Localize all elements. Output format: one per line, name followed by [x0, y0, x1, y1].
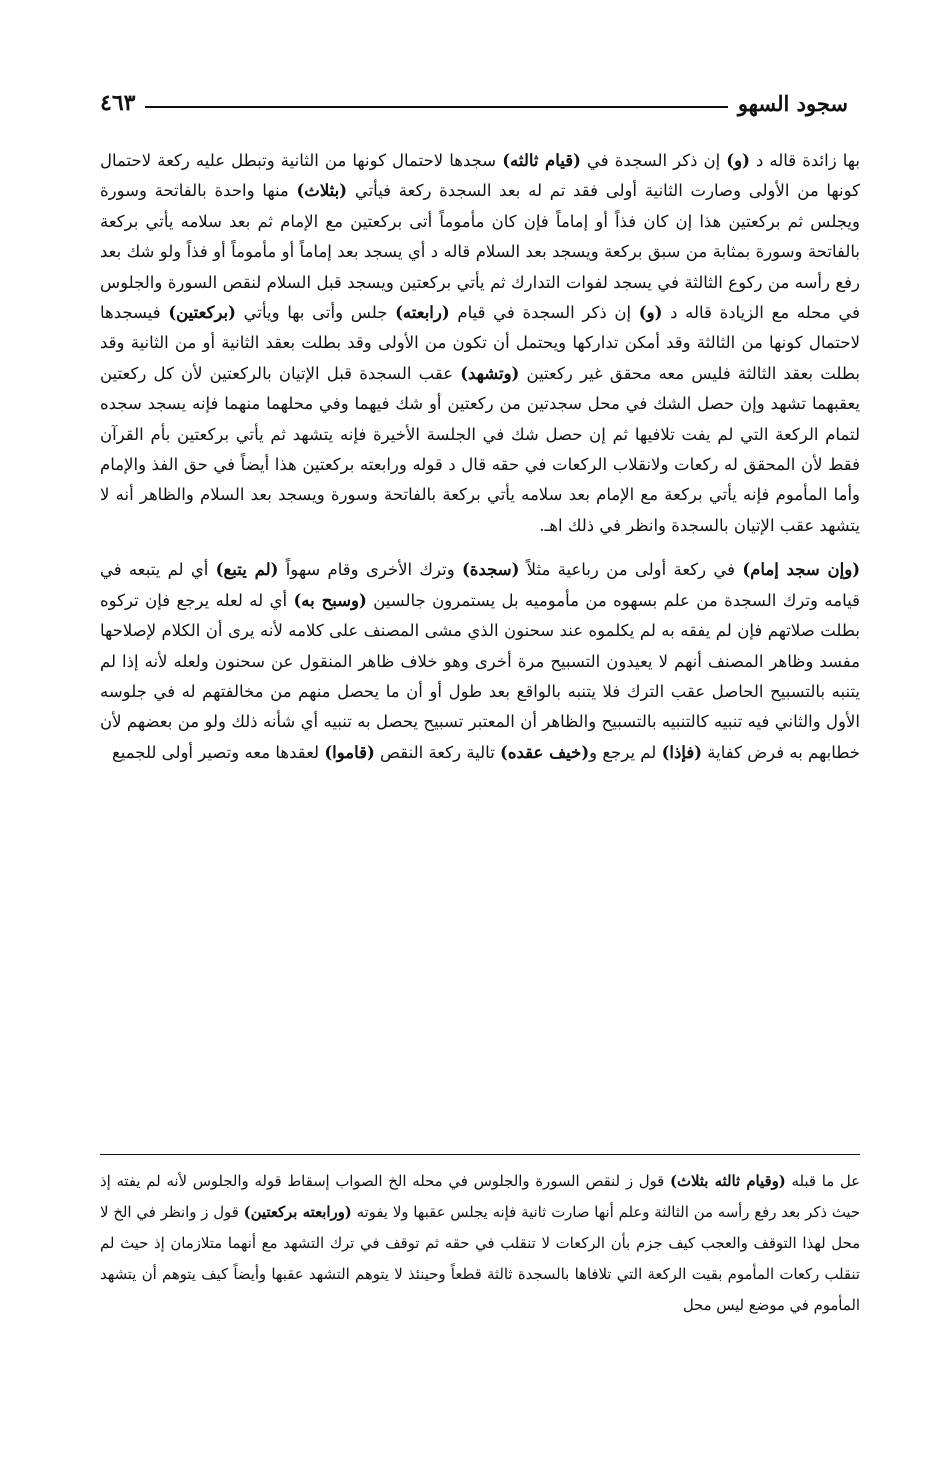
- text-run: إن ذكر السجدة في: [580, 151, 727, 170]
- bold-term: (ورابعته بركعتين): [243, 1204, 352, 1221]
- paragraph-1: [100, 146, 860, 541]
- text-run: لعقدها معه وتصير أولى للجميع: [112, 742, 325, 762]
- bold-term: (وسبح به): [293, 590, 367, 610]
- text-run: وترك الأخرى وقام سهواً: [278, 560, 462, 580]
- bold-term: (فإذا): [661, 742, 703, 762]
- text-run: جلس وأتى بها ويأتي: [235, 303, 396, 323]
- footnote: [100, 1166, 860, 1321]
- bold-term: (وإن سجد إمام): [742, 560, 861, 580]
- text-run: إن ذكر السجدة في قيام: [449, 303, 639, 323]
- main-text: [100, 146, 860, 768]
- bold-term: (رابعته): [395, 303, 450, 323]
- running-header: [100, 82, 848, 116]
- bold-term: (و): [638, 303, 663, 323]
- text-run: أي له لعله يرجع فإن تركوه بطلت صلاتهم فإن لم يفقه به لم يكلموه عند سحنون الذي مشى المصنف على كلامه لأنه يرى أن الكلام لإصلاحها مفسد وظاهر المصنف أنهم لا يعيدون التسبيح مرة أخرى وهو خلاف ظاهر المنقول عن سحنون ولعله لأنه إذا لم يتنبه بالتسبيح الحاصل عقب الترك فلا يتنبه بالواقع بعد طول أو أن ما يحصل منهم من مخالفتهم له في جلوسه الأول والثاني فيه تنبيه كالتنبيه بالتسبيح والظاهر أن المعتبر تسبيح يحصل به تنبيه أي شأنه ذلك ولو من بعضهم لأن خطابهم به فرض كفاية: [100, 590, 860, 762]
- text-run: في ركعة أولى من رباعية مثلاً: [519, 560, 743, 580]
- chapter-title: سجود السهو: [737, 91, 848, 116]
- bold-term: (وقيام ثالثه بثلاث): [670, 1173, 786, 1190]
- bold-term: (قيام ثالثه): [502, 151, 581, 170]
- header-rule: [145, 106, 727, 108]
- text-run: منها واحدة بالفاتحة وسورة ويجلس ثم بركعتين هذا إن كان فذاً أو إماماً فإن كان مأموماً أتى بركعتين مع الإمام ثم بعد سلامه يأتي بركعة بالفاتحة وسورة بمثابة من سبق بركعة ويسجد بعد السلام قاله د أي يسجد بعد إماماً أو مأموماً أو فذاً ولو شك بعد رفع رأسه من ركوع الثالثة في يسجد لفوات التدارك ثم يأتي بركعتين ويسجد قبل السلام لنقص السورة والجلوس في محله مع الزيادة قاله د: [100, 181, 860, 323]
- text-run: عقب السجدة قبل الإتيان بالركعتين لأن كل ركعتين يعقبهما تشهد وإن حصل الشك في محل سجدتين من ركعتين أو شك فيهما وفي محلهما منهما فإنه يسجد سجده لتمام الركعة التي لم يفت تلافيها ثم إن حصل شك في الجلسة الأخيرة فإنه يتشهد ثم يأتي بركعتين بأم القرآن فقط لأن المحقق له ركعات ولانقلاب الركعات في حقه قال د قوله ورابعته بركعتين هذا أيضاً في حق الفذ والإمام وأما المأموم فإنه يأتي بركعة مع الإمام بعد سلامه يأتي بركعة بالفاتحة وسورة ويسجد بعد السلام والظاهر أنه لا يتشهد عقب الإتيان بالسجدة وانظر في ذلك اهـ.: [100, 363, 860, 535]
- text-run: فيسجدها لاحتمال كونها من الثالثة وقد أمكن تداركها ويحتمل أن تكون من الأولى وقد بطلت بعقد الثانية أو من الثانية وقد بطلت بعقد الثالثة فليس معه محقق غير ركعتين: [100, 303, 860, 383]
- bold-term: (سجدة): [461, 560, 520, 580]
- bold-term: (لم يتبع): [215, 560, 279, 580]
- text-run: سجدها لاحتمال كونها من الثانية وتبطل عليه ركعة لاحتمال كونها من الأولى وصارت الثانية أولى فقد تم له بعد السجدة ركعة فيأتي: [100, 151, 860, 201]
- text-run: قول ز وانظر في الخ لا محل لهذا التوقف والعجب كيف جزم بأن الركعات لا تنقلب في حقه ثم توقف في ترك التشهد مع أنهما متلازمان إذ حيث لم تنقلب ركعات المأموم بقيت الركعة التي تلافاها بالسجدة ثالثة قطعاً وحينئذ لا يتوهم التشهد عقبها وأيضاً كيف يتوهم أن يتشهد المأموم في موضع ليس محل: [100, 1204, 860, 1314]
- bold-term: (قاموا): [324, 742, 375, 762]
- bold-term: (وتشهد): [460, 363, 520, 383]
- footnote-separator: [100, 1154, 860, 1155]
- bold-term: (بركعتين): [168, 303, 236, 323]
- text-run: قول ز لنقص السورة والجلوس في محله الخ الصواب إسقاط قوله والجلوس لأنه لم يفته إذ حيث ذكر بعد رفع رأسه من الثالثة وعلم أنها صارت ثانية فإنه يجلس عقبها ولا يفوته: [100, 1173, 860, 1221]
- text-run: لم يرجع و: [589, 742, 662, 762]
- page-number: ٤٦٣: [100, 90, 136, 116]
- text-run: أي لم يتبعه في قيامه وترك السجدة من علم بسهوه من مأموميه بل يستمرون جالسين: [100, 560, 860, 610]
- bold-term: (خيف عقده): [500, 742, 590, 762]
- paragraph-2: [100, 555, 860, 768]
- text-run: بها زائدة قاله د: [749, 151, 860, 170]
- text-run: تالية ركعة النقص: [374, 742, 501, 762]
- text-run: عل ما قبله: [785, 1173, 860, 1190]
- bold-term: (و): [726, 151, 750, 170]
- bold-term: (بثلاث): [296, 181, 348, 201]
